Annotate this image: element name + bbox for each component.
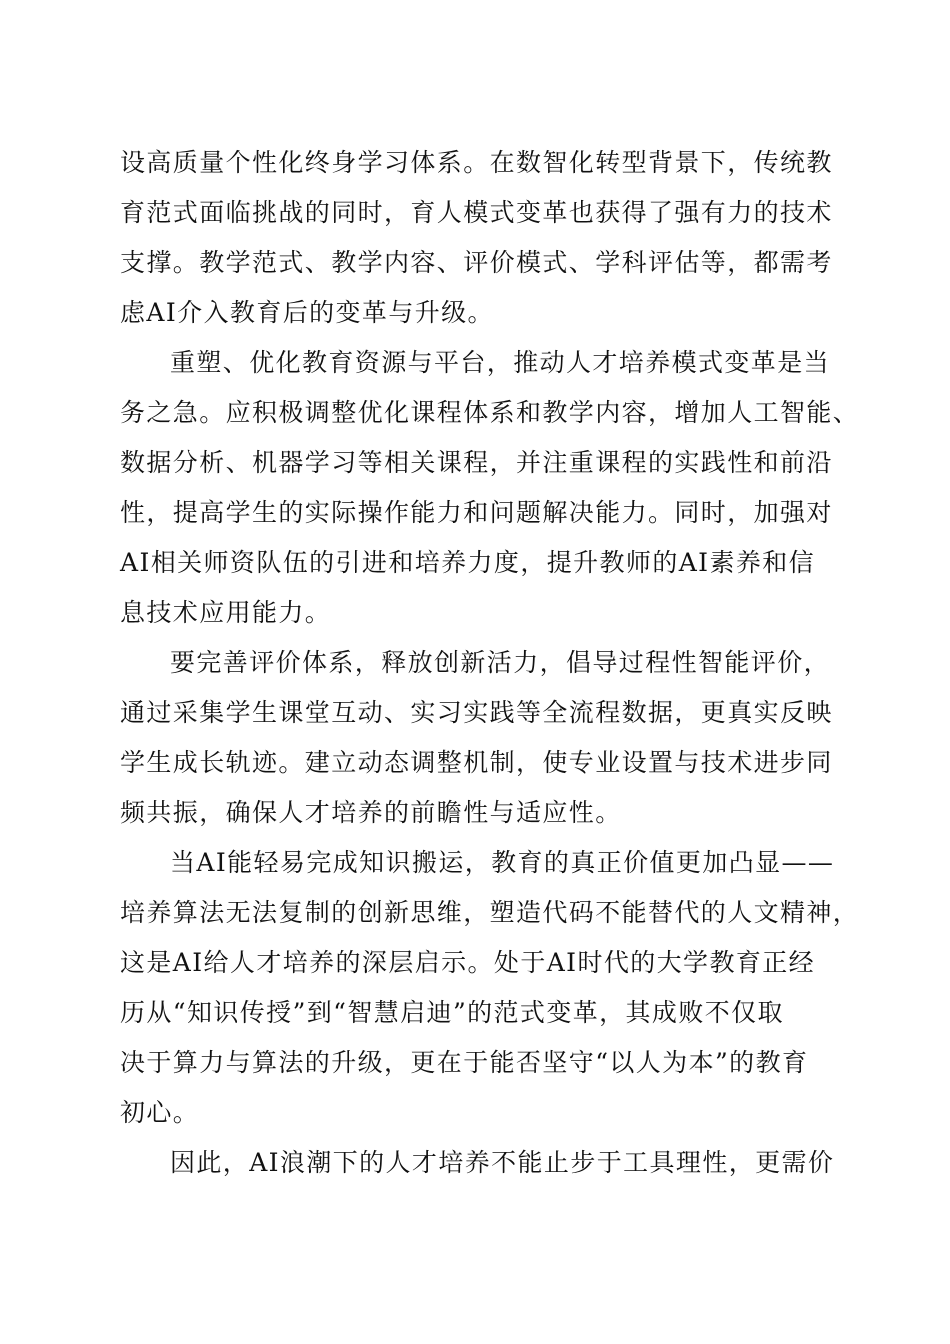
text-line: 初心。 — [120, 1098, 200, 1127]
text-line: 数据分析、机器学习等相关课程，并注重课程的实践性和前沿 — [120, 448, 833, 477]
text-line: 历从“知识传授”到“智慧启迪”的范式变革，其成败不仅取 — [120, 998, 784, 1027]
text-line: 息技术应用能力。 — [120, 598, 332, 627]
paragraph-first-line: 重塑、优化教育资源与平台，推动人才培养模式变革是当 — [170, 348, 831, 377]
text-line: 通过采集学生课堂互动、实习实践等全流程数据，更真实反映 — [120, 698, 833, 727]
text-line: 学生成长轨迹。建立动态调整机制，使专业设置与技术进步同 — [120, 748, 833, 777]
text-line: 这是AI给人才培养的深层启示。处于AI时代的大学教育正经 — [120, 948, 816, 977]
text-line: 育范式面临挑战的同时，育人模式变革也获得了强有力的技术 — [120, 198, 833, 227]
text-line: 设高质量个性化终身学习体系。在数智化转型背景下，传统教 — [120, 148, 833, 177]
text-line: 培养算法无法复制的创新思维，塑造代码不能替代的人文精神， — [120, 898, 860, 927]
text-line: 务之急。应积极调整优化课程体系和教学内容，增加人工智能、 — [120, 398, 860, 427]
text-line: 决于算力与算法的升级，更在于能否坚守“以人为本”的教育 — [120, 1048, 809, 1077]
paragraph-first-line: 因此，AI浪潮下的人才培养不能止步于工具理性，更需价 — [170, 1148, 835, 1177]
text-line: AI相关师资队伍的引进和培养力度，提升教师的AI素养和信 — [120, 548, 816, 577]
text-line: 虑AI介入教育后的变革与升级。 — [120, 298, 494, 327]
text-line: 支撑。教学范式、教学内容、评价模式、学科评估等，都需考 — [120, 248, 833, 277]
paragraph-first-line: 要完善评价体系，释放创新活力，倡导过程性智能评价， — [170, 648, 831, 677]
text-line: 频共振，确保人才培养的前瞻性与适应性。 — [120, 798, 622, 827]
paragraph-first-line: 当AI能轻易完成知识搬运，教育的真正价值更加凸显—— — [170, 848, 835, 877]
text-line: 性，提高学生的实际操作能力和问题解决能力。同时，加强对 — [120, 498, 833, 527]
